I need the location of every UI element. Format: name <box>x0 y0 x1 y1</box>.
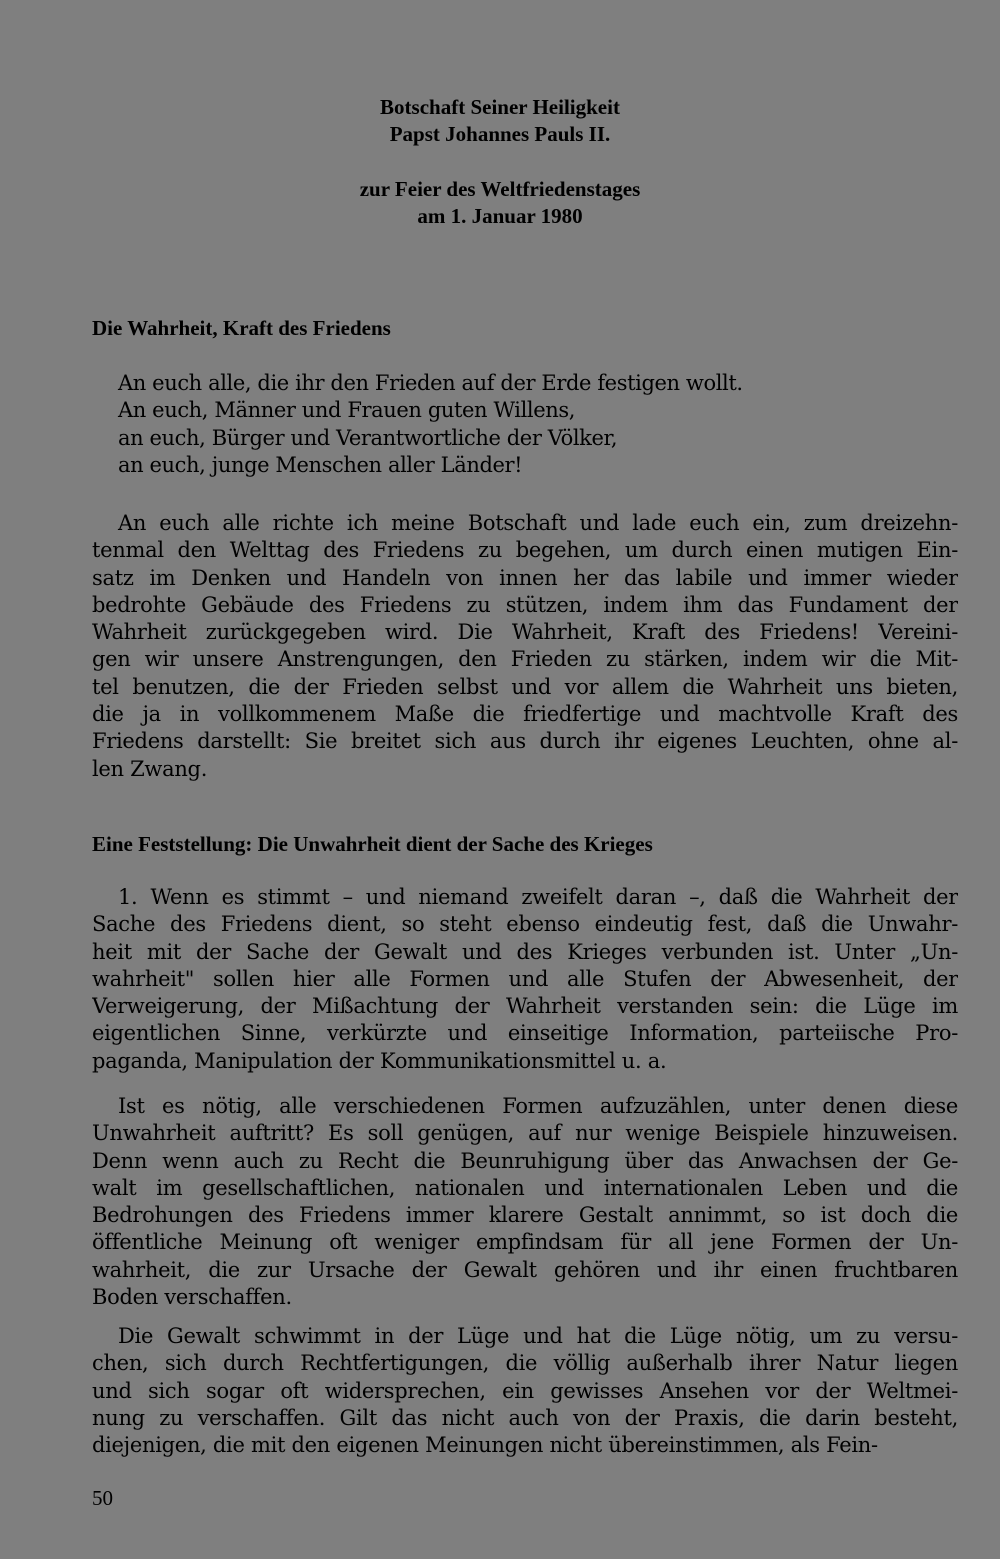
paragraph-line: und sich sogar oft widersprechen, ein gewisses Ansehen vor der Weltmei- <box>92 1378 958 1403</box>
subtitle-line-2: am 1. Januar 1980 <box>417 204 583 228</box>
paragraph-line: Unwahrheit auftritt? Es soll genügen, auf nur wenige Beispiele hinzuweisen. <box>92 1121 958 1146</box>
verse-line: An euch, Männer und Frauen guten Willens, <box>118 398 576 423</box>
section-heading-untruth: Eine Feststellung: Die Unwahrheit dient der Sache des Krieges <box>92 832 653 856</box>
paragraph-line: tel benutzen, die der Frieden selbst und vor allem die Wahrheit uns bieten, <box>92 674 958 699</box>
paragraph-line: satz im Denken und Handeln von innen her das labile und immer wieder <box>92 565 958 590</box>
paragraph-line: eigentlichen Sinne, verkürzte und einseitige Information, parteiische Pro- <box>92 1021 958 1046</box>
paragraph-3 <box>92 1323 958 1459</box>
paragraph-line: 1. Wenn es stimmt – und niemand zweifelt daran –, daß die Wahrheit der <box>118 885 958 909</box>
verse-line: an euch, Bürger und Verantwortliche der Völker, <box>118 425 618 450</box>
document-title <box>0 94 1000 148</box>
paragraph-line: Denn wenn auch zu Recht die Beunruhigung über das Anwachsen der Ge- <box>92 1148 958 1173</box>
verse-line: An euch alle, die ihr den Frieden auf der Erde festigen wollt. <box>118 371 743 395</box>
paragraph-line: tenmal den Welttag des Friedens zu begehen, um durch einen mutigen Ein- <box>92 538 958 563</box>
paragraph-line: len Zwang. <box>92 756 208 781</box>
title-line-1: Botschaft Seiner Heiligkeit <box>380 95 620 119</box>
paragraph-line: die ja in vollkommenem Maße die friedfertige und machtvolle Kraft des <box>92 702 958 727</box>
section-heading-truth: Die Wahrheit, Kraft des Friedens <box>92 316 391 340</box>
document-subtitle <box>0 176 1000 230</box>
paragraph-line: paganda, Manipulation der Kommunikationsmittel u. a. <box>92 1048 667 1073</box>
paragraph-line: bedrohte Gebäude des Friedens zu stützen, indem ihm das Fundament der <box>92 592 958 617</box>
paragraph-line: Verweigerung, der Mißachtung der Wahrheit verstanden sein: die Lüge im <box>92 994 958 1019</box>
title-line-2: Papst Johannes Pauls II. <box>389 122 611 146</box>
paragraph-line: wahrheit" sollen hier alle Formen und alle Stufen der Abwesenheit, der <box>92 966 958 991</box>
intro-paragraph <box>92 510 958 783</box>
paragraph-line: öffentliche Meinung oft weniger empfindsam für all jene Formen der Un- <box>92 1230 958 1255</box>
paragraph-line: nung zu verschaffen. Gilt das nicht auch von der Praxis, die darin besteht, <box>92 1405 958 1430</box>
paragraph-line: walt im gesellschaftlichen, nationalen und internationalen Leben und die <box>92 1175 958 1200</box>
paragraph-line: Die Gewalt schwimmt in der Lüge und hat die Lüge nötig, um zu versu- <box>118 1324 958 1348</box>
paragraph-line: Boden verschaffen. <box>92 1285 292 1310</box>
paragraph-line: Ist es nötig, alle verschiedenen Formen aufzuzählen, unter denen diese <box>118 1094 958 1118</box>
paragraph-line: gen wir unsere Anstrengungen, den Frieden zu stärken, indem wir die Mit- <box>92 647 958 672</box>
page-number: 50 <box>92 1486 113 1510</box>
paragraph-line: Friedens darstellt: Sie breitet sich aus durch ihr eigenes Leuchten, ohne al- <box>92 729 958 754</box>
paragraph-line: heit mit der Sache der Gewalt und des Krieges verbunden ist. Unter „Un- <box>92 939 958 964</box>
paragraph-line: wahrheit, die zur Ursache der Gewalt gehören und ihr einen fruchtbaren <box>92 1257 958 1282</box>
paragraph-line: diejenigen, die mit den eigenen Meinungen nicht übereinstimmen, als Fein- <box>92 1433 878 1458</box>
subtitle-line-1: zur Feier des Weltfriedenstages <box>359 177 641 201</box>
verse-line: an euch, junge Menschen aller Länder! <box>118 452 523 477</box>
paragraph-line: Sache des Friedens dient, so steht ebenso eindeutig fest, daß die Unwahr- <box>92 912 958 937</box>
paragraph-line: Wahrheit zurückgegeben wird. Die Wahrheit, Kraft des Friedens! Vereini- <box>92 620 958 645</box>
paragraph-2 <box>92 1093 958 1311</box>
paragraph-line: chen, sich durch Rechtfertigungen, die völlig außerhalb ihrer Natur liegen <box>92 1351 958 1376</box>
paragraph-1 <box>92 884 958 1075</box>
paragraph-line: An euch alle richte ich meine Botschaft und lade euch ein, zum dreizehn- <box>118 511 958 535</box>
address-verse <box>118 370 743 479</box>
paragraph-line: Bedrohungen des Friedens immer klarere Gestalt annimmt, so ist doch die <box>92 1203 958 1228</box>
